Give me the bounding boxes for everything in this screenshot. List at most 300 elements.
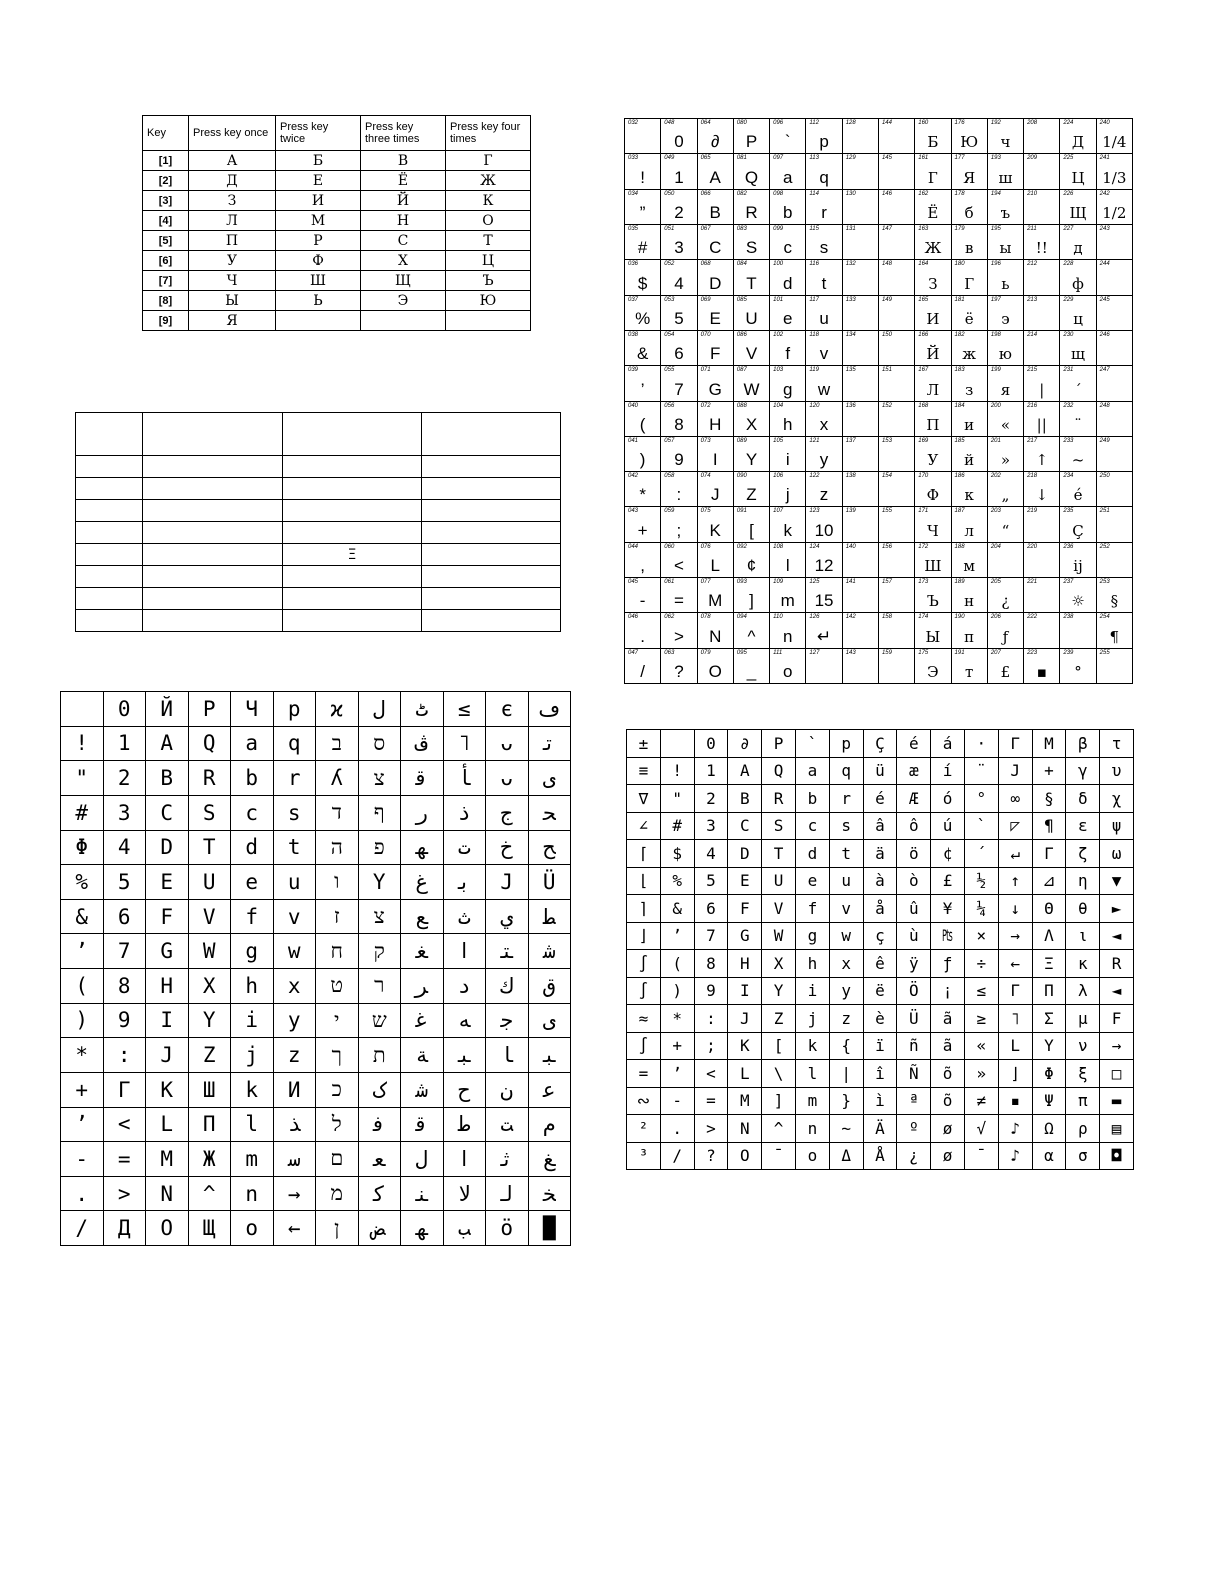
code-cell — [878, 507, 914, 542]
code-glyph: N — [709, 626, 722, 646]
blank-table-row — [76, 478, 561, 500]
code-number: 157 — [881, 579, 892, 586]
code-glyph: m — [780, 591, 795, 611]
code-cell — [733, 578, 769, 613]
code-cell — [661, 648, 697, 683]
symbol-glyph: ↓ — [998, 895, 1032, 923]
key-letter: Ъ — [446, 271, 531, 291]
code-number: 185 — [954, 437, 965, 444]
display-glyph: ﺗ — [528, 726, 571, 761]
symbol-glyph: ∫ — [627, 1032, 661, 1060]
code-number: 219 — [1027, 508, 1038, 515]
code-glyph: L — [710, 556, 720, 576]
code-cell — [625, 613, 661, 648]
symbol-glyph: § — [1032, 785, 1066, 813]
display-glyph: 8 — [103, 969, 146, 1004]
display-glyph: ! — [61, 726, 104, 761]
code-number: 153 — [881, 437, 892, 444]
display-glyph: j — [231, 1038, 274, 1073]
symbol-glyph — [660, 730, 694, 758]
code-cell — [806, 648, 842, 683]
symbol-glyph: Σ — [1032, 1005, 1066, 1033]
display-glyph: T — [188, 830, 231, 865]
code-cell — [1024, 366, 1060, 401]
code-number: 168 — [918, 402, 929, 409]
symbol-glyph: ¿ — [897, 1142, 931, 1170]
blank-table-cell — [422, 500, 561, 522]
code-cell — [661, 260, 697, 295]
symbol-glyph: û — [897, 895, 931, 923]
code-number: 121 — [809, 437, 820, 444]
code-glyph: Ы — [925, 627, 941, 646]
code-cell — [915, 436, 951, 471]
symbol-glyph: χ — [1100, 785, 1134, 813]
symbol-glyph: 0 — [694, 730, 728, 758]
symbol-font-row — [627, 757, 1134, 785]
code-number: 051 — [664, 225, 675, 232]
code-glyph: з — [965, 380, 974, 399]
blank-table-row — [76, 456, 561, 478]
code-number: 071 — [700, 367, 711, 374]
code-number: 040 — [628, 402, 639, 409]
code-cell — [878, 578, 914, 613]
code-number: 058 — [664, 473, 675, 480]
display-glyph: e — [231, 865, 274, 900]
code-number: 072 — [700, 402, 711, 409]
code-glyph: : — [676, 485, 682, 505]
code-glyph: щ — [1071, 345, 1085, 364]
symbol-font-row — [627, 1087, 1134, 1115]
display-glyph: K — [146, 1072, 189, 1107]
code-cell — [770, 613, 806, 648]
code-number: 196 — [990, 261, 1001, 268]
symbol-glyph: 2 — [694, 785, 728, 813]
display-glyph: ﻐ — [401, 934, 444, 969]
code-cell — [806, 507, 842, 542]
code-glyph: ц — [1073, 309, 1083, 328]
code-glyph: Д — [1071, 133, 1085, 152]
code-glyph: 5 — [674, 308, 684, 328]
code-glyph: - — [639, 591, 646, 611]
code-glyph: p — [819, 132, 829, 152]
code-number: 104 — [773, 402, 784, 409]
key-table-row — [143, 211, 531, 231]
code-glyph: ↵ — [816, 626, 832, 646]
symbol-glyph: ≈ — [627, 1005, 661, 1033]
symbol-glyph: [ — [762, 1032, 796, 1060]
symbol-glyph: ÿ — [897, 950, 931, 978]
symbol-glyph: I — [728, 977, 762, 1005]
symbol-glyph: m — [795, 1087, 829, 1115]
key-letter: Ц — [446, 251, 531, 271]
code-number: 113 — [809, 155, 819, 162]
code-glyph: ; — [676, 520, 682, 540]
code-number: 065 — [700, 155, 711, 162]
display-glyph: : — [103, 1038, 146, 1073]
code-cell — [915, 330, 951, 365]
symbol-glyph: ¯ — [964, 1142, 998, 1170]
code-cell — [951, 401, 987, 436]
code-cell — [878, 472, 914, 507]
symbol-glyph: Å — [863, 1142, 897, 1170]
display-glyph: ᴗ — [486, 761, 529, 796]
code-cell — [878, 436, 914, 471]
symbol-glyph: l — [795, 1060, 829, 1088]
code-number: 133 — [845, 296, 856, 303]
key-table-row — [143, 291, 531, 311]
key-letter: Г — [446, 151, 531, 171]
code-glyph: T — [746, 273, 757, 293]
code-cell — [697, 436, 733, 471]
code-cell — [1096, 224, 1132, 259]
display-glyph: ל — [316, 1107, 359, 1142]
code-number: 089 — [736, 437, 747, 444]
code-number: 225 — [1063, 155, 1074, 162]
code-glyph: * — [639, 485, 646, 505]
symbol-glyph: ^ — [762, 1115, 796, 1143]
symbol-glyph: 4 — [694, 840, 728, 868]
blank-table-cell — [422, 413, 561, 456]
display-glyph: ﻨ — [401, 1176, 444, 1211]
code-number: 210 — [1027, 190, 1038, 197]
symbol-font-row — [627, 1005, 1134, 1033]
display-glyph: ﻪ — [443, 1003, 486, 1038]
display-glyph: ﺖ — [486, 1107, 529, 1142]
code-glyph: 12 — [814, 556, 834, 576]
key-letter: Ь — [276, 291, 361, 311]
display-glyph: ي — [486, 899, 529, 934]
display-glyph: Y — [188, 1003, 231, 1038]
code-number: 130 — [845, 190, 856, 197]
code-cell — [987, 224, 1023, 259]
symbol-glyph: ä — [863, 840, 897, 868]
key-table-header-cell: Press key once — [189, 116, 276, 151]
code-glyph: + — [637, 520, 648, 540]
code-cell — [770, 472, 806, 507]
character-code-table — [624, 118, 1133, 684]
display-glyph: 2 — [103, 761, 146, 796]
code-cell — [842, 260, 878, 295]
code-glyph: V — [745, 344, 758, 364]
code-cell — [661, 295, 697, 330]
key-letter: З — [189, 191, 276, 211]
display-font-row — [61, 1038, 571, 1073]
code-number: 106 — [773, 473, 784, 480]
code-number: 224 — [1063, 120, 1074, 126]
symbol-glyph: ◸ — [998, 812, 1032, 840]
code-number: 227 — [1063, 225, 1074, 232]
code-glyph: п — [964, 627, 975, 646]
code-glyph: & — [636, 344, 649, 364]
symbol-glyph: ¥ — [931, 895, 965, 923]
code-glyph: » — [1000, 451, 1011, 470]
code-number: 176 — [954, 120, 965, 126]
code-number: 218 — [1027, 473, 1038, 480]
symbol-glyph: ⌋ — [627, 922, 661, 950]
code-cell — [842, 472, 878, 507]
code-number: 217 — [1027, 437, 1038, 444]
code-glyph: n — [783, 626, 793, 646]
display-glyph: ﻯ — [528, 761, 571, 796]
display-glyph: Ü — [528, 865, 571, 900]
display-glyph: & — [61, 899, 104, 934]
code-cell — [1024, 648, 1060, 683]
code-cell — [1096, 436, 1132, 471]
display-glyph: J — [486, 865, 529, 900]
code-number: 119 — [809, 367, 819, 374]
display-glyph: ڤ — [401, 726, 444, 761]
code-cell — [1060, 260, 1096, 295]
symbol-glyph: Æ — [897, 785, 931, 813]
code-number: 142 — [845, 614, 856, 621]
code-glyph: ` — [784, 132, 791, 152]
code-number: 143 — [845, 649, 856, 656]
display-glyph: ö — [486, 1211, 529, 1246]
symbol-glyph: ü — [863, 757, 897, 785]
code-number: 158 — [881, 614, 892, 621]
code-glyph: в — [964, 239, 974, 258]
code-number: 144 — [881, 120, 892, 126]
display-glyph: 0 — [103, 692, 146, 727]
symbol-glyph: 9 — [694, 977, 728, 1005]
code-glyph: £ — [1000, 663, 1011, 681]
symbol-glyph: M — [728, 1087, 762, 1115]
code-number: 236 — [1063, 543, 1074, 550]
code-cell — [733, 472, 769, 507]
display-font-row — [61, 726, 571, 761]
code-cell — [806, 224, 842, 259]
symbol-glyph: ï — [863, 1032, 897, 1060]
code-cell — [733, 154, 769, 189]
code-glyph: # — [637, 238, 648, 258]
symbol-glyph: . — [660, 1115, 694, 1143]
symbol-glyph: ? — [694, 1142, 728, 1170]
blank-table-cell — [283, 456, 422, 478]
code-cell — [661, 330, 697, 365]
code-cell — [987, 648, 1023, 683]
symbol-glyph: ⌈ — [627, 840, 661, 868]
code-glyph: ф — [1072, 274, 1084, 293]
display-font-row — [61, 1072, 571, 1107]
code-number: 092 — [736, 543, 747, 550]
code-glyph: я — [1000, 380, 1011, 399]
code-number: 056 — [664, 402, 675, 409]
display-glyph: Д — [103, 1211, 146, 1246]
code-glyph: W — [743, 379, 760, 399]
symbol-glyph: ` — [964, 812, 998, 840]
symbol-glyph: ε — [1066, 812, 1100, 840]
code-table-row — [625, 578, 1133, 613]
code-number: 182 — [954, 331, 965, 338]
code-number: 140 — [845, 543, 856, 550]
symbol-glyph: ∾ — [627, 1087, 661, 1115]
code-cell — [733, 613, 769, 648]
code-number: 033 — [628, 155, 639, 162]
code-glyph: Б — [927, 133, 939, 152]
code-number: 141 — [845, 579, 856, 586]
blank-table-cell — [143, 588, 283, 610]
code-cell — [1024, 542, 1060, 577]
symbol-glyph: ½ — [964, 867, 998, 895]
display-glyph: ﺬ — [273, 1107, 316, 1142]
code-number: 193 — [990, 155, 1001, 162]
display-glyph: ﺷ — [528, 934, 571, 969]
display-glyph: ﮐ — [358, 1176, 401, 1211]
code-cell — [1096, 119, 1132, 154]
symbol-glyph: ì — [863, 1087, 897, 1115]
symbol-glyph: ö — [897, 840, 931, 868]
code-number: 054 — [664, 331, 675, 338]
code-glyph: b — [783, 202, 793, 222]
key-table-row — [143, 311, 531, 331]
code-glyph: v — [819, 344, 829, 364]
code-number: 231 — [1063, 367, 1074, 374]
symbol-glyph: β — [1066, 730, 1100, 758]
code-number: 061 — [664, 579, 675, 586]
code-glyph: 15 — [814, 591, 834, 611]
display-glyph: b — [231, 761, 274, 796]
code-glyph: U — [745, 308, 758, 328]
display-glyph: خ — [486, 830, 529, 865]
symbol-glyph: q — [829, 757, 863, 785]
code-glyph: !! — [1035, 239, 1048, 258]
symbol-glyph: { — [829, 1032, 863, 1060]
code-number: 190 — [954, 614, 965, 621]
display-glyph: n — [231, 1176, 274, 1211]
symbol-glyph: 5 — [694, 867, 728, 895]
symbol-glyph: λ — [1066, 977, 1100, 1005]
code-number: 059 — [664, 508, 675, 515]
code-number: 213 — [1027, 296, 1038, 303]
code-glyph: Й — [926, 345, 940, 364]
code-glyph: б — [964, 203, 974, 222]
code-number: 237 — [1063, 579, 1074, 586]
code-cell — [1060, 436, 1096, 471]
display-glyph: G — [146, 934, 189, 969]
symbol-glyph: 1 — [694, 757, 728, 785]
code-glyph: I — [712, 450, 718, 470]
code-cell — [1096, 401, 1132, 436]
display-glyph: z — [273, 1038, 316, 1073]
symbol-glyph: x — [829, 950, 863, 978]
display-font-row — [61, 1003, 571, 1038]
display-glyph: ﻄ — [528, 899, 571, 934]
display-glyph: ٹ — [401, 692, 444, 727]
key-letter — [446, 311, 531, 331]
code-cell — [697, 472, 733, 507]
code-cell — [806, 189, 842, 224]
code-glyph: П — [926, 415, 940, 434]
symbol-glyph: p — [829, 730, 863, 758]
code-glyph: л — [964, 521, 974, 540]
code-glyph: ij — [1073, 557, 1083, 576]
display-glyph: Щ — [188, 1211, 231, 1246]
code-cell — [661, 472, 697, 507]
symbol-glyph: α — [1032, 1142, 1066, 1170]
symbol-font-row — [627, 1115, 1134, 1143]
code-table-row — [625, 224, 1133, 259]
code-number: 252 — [1099, 543, 1110, 550]
code-number: 240 — [1099, 120, 1110, 126]
code-glyph: E — [709, 308, 721, 328]
symbol-font-row — [627, 922, 1134, 950]
code-table-row — [625, 295, 1133, 330]
code-cell — [1060, 154, 1096, 189]
key-letter: И — [276, 191, 361, 211]
code-glyph: ^ — [747, 626, 756, 646]
symbol-glyph: a — [795, 757, 829, 785]
code-glyph: Ё — [927, 203, 939, 222]
display-glyph: 4 — [103, 830, 146, 865]
blank-table-cell — [143, 478, 283, 500]
symbol-glyph: G — [728, 922, 762, 950]
code-glyph: м — [963, 557, 975, 576]
key-table-row — [143, 191, 531, 211]
display-glyph: Y — [358, 865, 401, 900]
code-number: 181 — [954, 296, 965, 303]
code-glyph: s — [819, 238, 829, 258]
code-glyph: ы — [999, 239, 1012, 258]
code-cell — [951, 330, 987, 365]
code-cell — [625, 542, 661, 577]
blank-table-cell — [143, 500, 283, 522]
display-glyph: є — [486, 692, 529, 727]
code-number: 088 — [736, 402, 747, 409]
symbol-glyph: ÷ — [964, 950, 998, 978]
display-glyph: ڡ — [528, 692, 571, 727]
code-number: 239 — [1063, 649, 1074, 656]
code-number: 180 — [954, 261, 965, 268]
display-glyph: 6 — [103, 899, 146, 934]
code-cell — [697, 330, 733, 365]
symbol-glyph: Y — [762, 977, 796, 1005]
symbol-glyph: ± — [627, 730, 661, 758]
blank-table-cell: Ξ — [283, 544, 422, 566]
symbol-glyph: ø — [931, 1115, 965, 1143]
display-glyph: Γ — [103, 1072, 146, 1107]
code-glyph: ш — [998, 168, 1013, 187]
code-number: 091 — [736, 508, 747, 515]
symbol-glyph: 6 — [694, 895, 728, 923]
display-glyph: ה — [316, 830, 359, 865]
code-cell — [661, 401, 697, 436]
code-number: 048 — [664, 120, 675, 126]
code-number: 173 — [918, 579, 929, 586]
display-glyph: ᴗ — [486, 726, 529, 761]
code-table-row — [625, 648, 1133, 683]
code-number: 122 — [809, 473, 820, 480]
code-cell — [625, 472, 661, 507]
symbol-glyph: → — [1100, 1032, 1134, 1060]
code-glyph: Ш — [924, 557, 942, 576]
code-glyph: A — [709, 167, 721, 187]
symbol-glyph: ú — [931, 812, 965, 840]
code-cell — [915, 578, 951, 613]
symbol-glyph: Μ — [1032, 730, 1066, 758]
code-table-row — [625, 507, 1133, 542]
code-table-row — [625, 330, 1133, 365]
code-glyph: e — [783, 308, 793, 328]
code-glyph: ° — [1074, 663, 1082, 681]
code-cell — [987, 507, 1023, 542]
code-cell — [806, 578, 842, 613]
code-glyph: J — [710, 485, 720, 505]
code-number: 150 — [881, 331, 892, 338]
symbol-glyph: : — [694, 1005, 728, 1033]
display-glyph: L — [146, 1107, 189, 1142]
symbol-glyph: ô — [897, 812, 931, 840]
key-letter: Т — [446, 231, 531, 251]
